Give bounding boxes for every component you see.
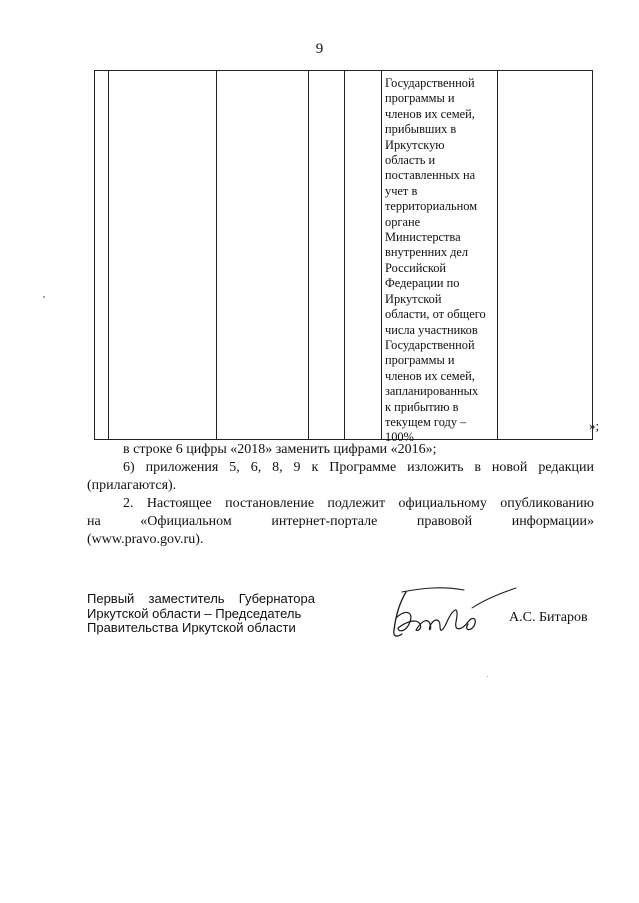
- signatory-title-line: Правительства Иркутской области: [87, 620, 296, 635]
- paragraph-item2-line2: на «Официальном интернет-портале правовой информации»: [87, 514, 594, 529]
- signatory-title-line: Первый заместитель Губернатора: [87, 591, 315, 606]
- paragraph-item6-line1: 6) приложения 5, 6, 8, 9 к Программе изложить в новой редакции: [123, 460, 594, 475]
- handwritten-signature: [372, 578, 522, 648]
- scan-speck: [43, 296, 45, 298]
- table-column-divider: [94, 70, 95, 440]
- continuation-table: [94, 70, 593, 445]
- table-column-divider: [592, 70, 593, 440]
- closing-quote-mark: »;: [589, 418, 600, 433]
- signatory-name: А.С. Битаров: [509, 610, 588, 625]
- table-column-divider: [308, 70, 309, 440]
- table-column-divider: [216, 70, 217, 440]
- scan-speck: [487, 676, 488, 677]
- paragraph-item6-line2: (прилагаются).: [87, 478, 177, 493]
- paragraph-item2-line3: (www.pravo.gov.ru).: [87, 532, 204, 547]
- paragraph-row6-change: в строке 6 цифры «2018» заменить цифрами «2016»;: [123, 442, 437, 457]
- paragraph-item2-line1: 2. Настоящее постановление подлежит официальному опубликованию: [123, 496, 594, 511]
- table-column-divider: [108, 70, 109, 440]
- signatory-title-line: Иркутской области – Председатель: [87, 605, 302, 621]
- page-number: 9: [315, 41, 324, 57]
- indicator-cell-text: Государственной программы и членов их семей, прибывших в Иркутскую область и поставленных на учет в территориальном органе Министерства внутренних дел Российской Федерации по Иркутской области, от общего числа участников Государственной программы и членов их семей, запланированных к прибытию в текущем году – 100%: [385, 76, 486, 445]
- signatory-title: [87, 592, 315, 636]
- table-column-divider: [497, 70, 498, 440]
- table-column-divider: [344, 70, 345, 440]
- table-column-divider: [381, 70, 382, 440]
